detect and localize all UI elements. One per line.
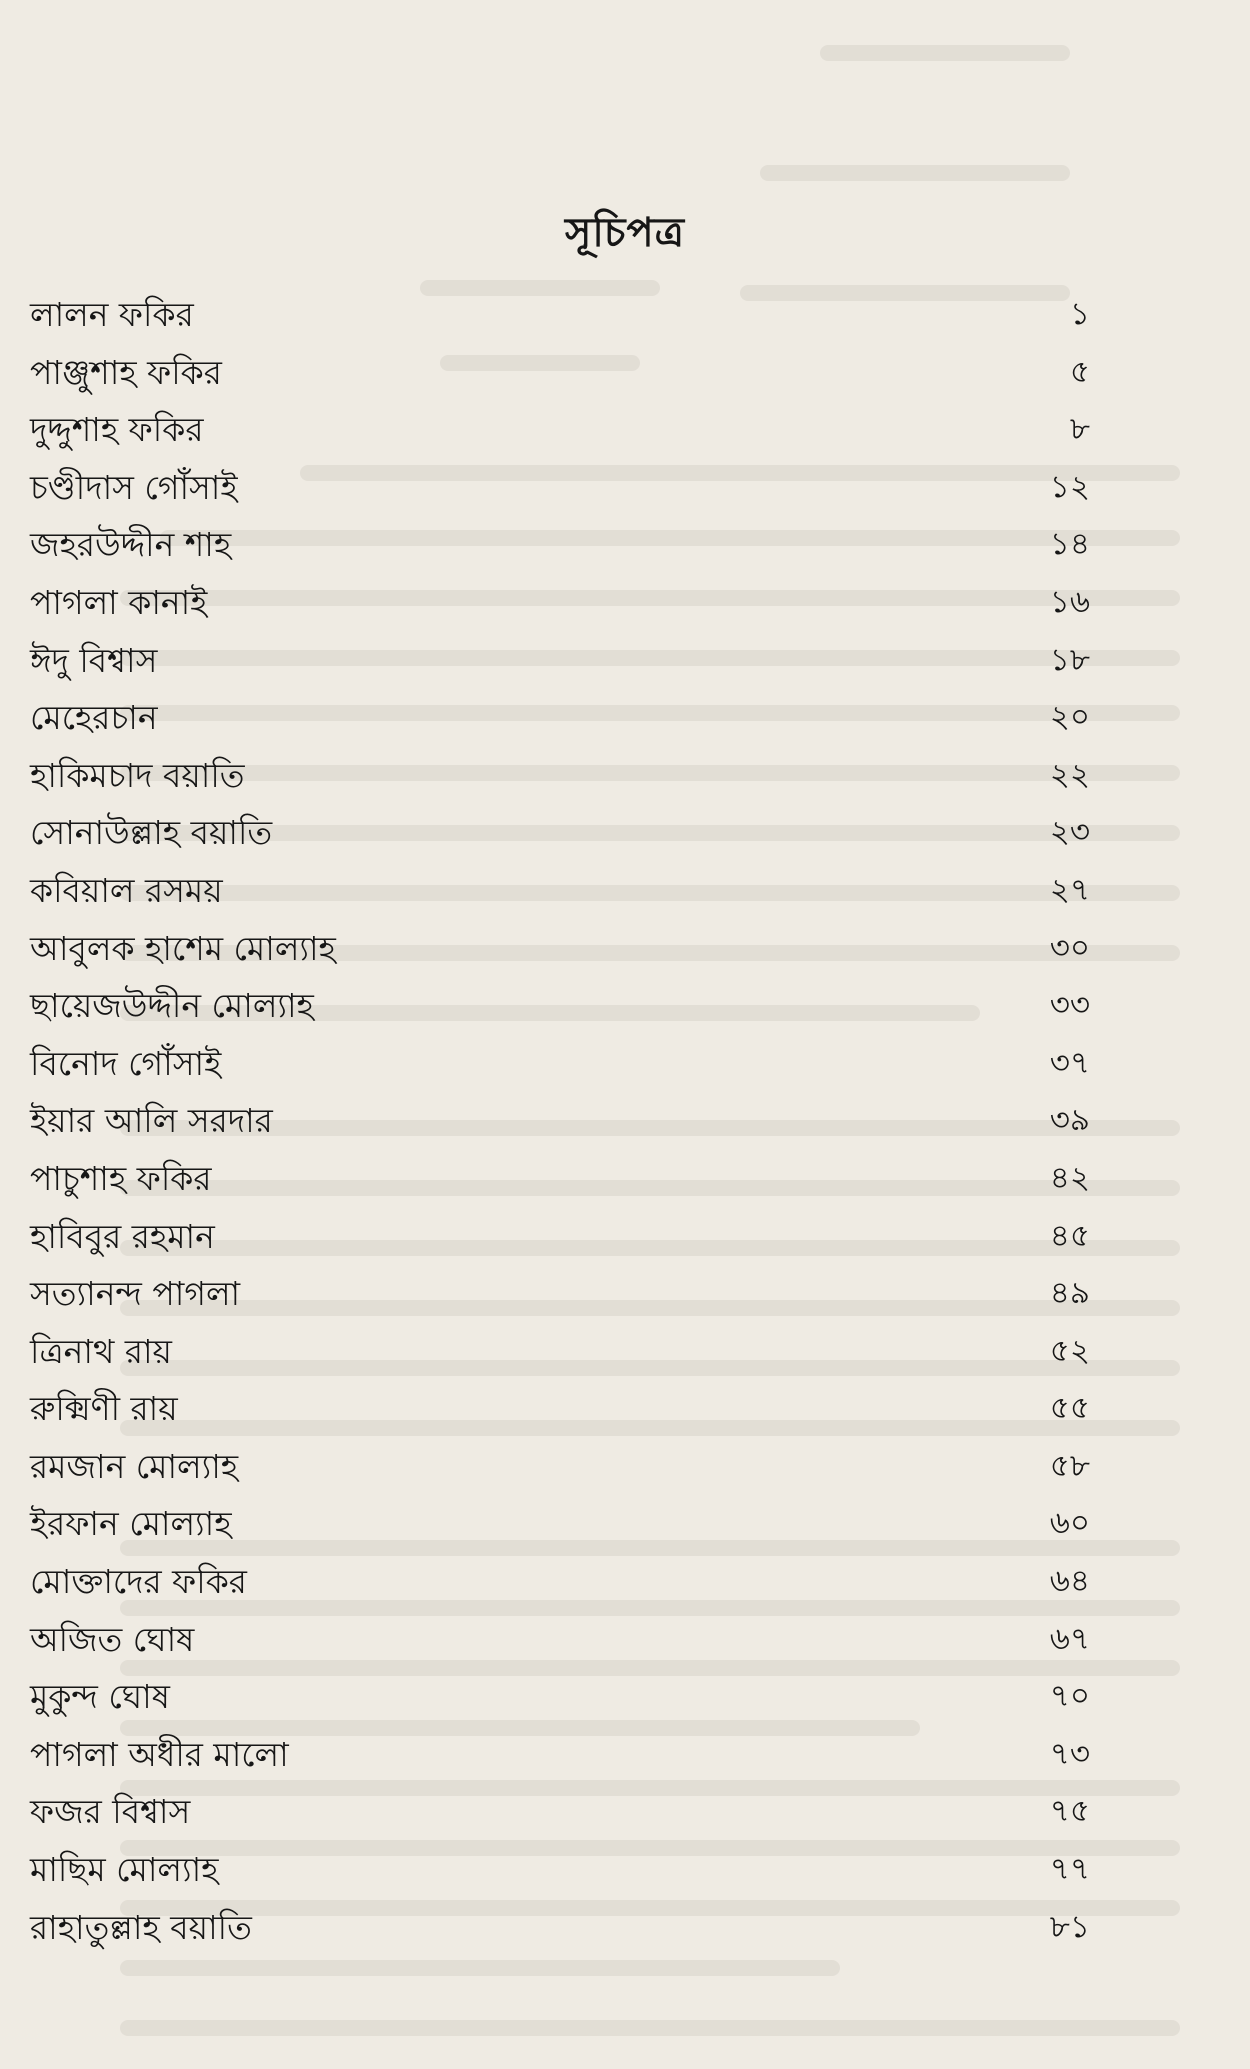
toc-entry (30, 862, 1090, 920)
toc-entry (30, 401, 1090, 459)
toc-entry-page-number: ৩৩ (1049, 987, 1090, 1024)
toc-entry-page-number: ৬০ (1049, 1505, 1090, 1542)
toc-entry (30, 1208, 1090, 1266)
toc-entry (30, 1150, 1090, 1208)
toc-entry-page-number: ৪২ (1049, 1159, 1090, 1196)
toc-entry (30, 1495, 1090, 1553)
toc-entry (30, 804, 1090, 862)
toc-entry (30, 920, 1090, 978)
toc-entry (30, 1265, 1090, 1323)
toc-entry-page-number: ৮ (1069, 411, 1090, 448)
toc-entry-name: চণ্ডীদাস গোঁসাই (30, 467, 238, 507)
toc-entry-name: পাচুশাহ ফকির (30, 1158, 212, 1198)
toc-entry-name: পাগলা কানাই (30, 582, 208, 622)
toc-entry (30, 1726, 1090, 1784)
toc-entry-page-number: ৩৯ (1049, 1102, 1090, 1139)
toc-entry-name: ইরফান মোল্যাহ (30, 1504, 232, 1544)
toc-entry-page-number: ২৭ (1049, 871, 1090, 908)
toc-entry (30, 1380, 1090, 1438)
toc-entry-name: ফজর বিশ্বাস (30, 1792, 191, 1832)
table-of-contents (30, 286, 1090, 1956)
toc-entry (30, 574, 1090, 632)
toc-entry-name: বিনোদ গোঁসাই (30, 1043, 222, 1083)
toc-entry-page-number: ১২ (1049, 468, 1090, 505)
toc-entry-page-number: ৬৪ (1049, 1563, 1090, 1600)
toc-entry-name: রাহাতুল্লাহ বয়াতি (30, 1907, 252, 1947)
toc-entry (30, 1438, 1090, 1496)
toc-entry-page-number: ৩৭ (1049, 1044, 1090, 1081)
toc-entry-page-number: ১৪ (1049, 526, 1090, 563)
toc-entry (30, 632, 1090, 690)
toc-entry-page-number: ৪৫ (1049, 1217, 1090, 1254)
toc-entry-page-number: ৭৭ (1049, 1851, 1090, 1888)
toc-entry (30, 1323, 1090, 1381)
toc-entry-name: সোনাউল্লাহ বয়াতি (30, 813, 273, 853)
page-title: সূচিপত্র (565, 208, 685, 256)
toc-entry-page-number: ৫২ (1049, 1332, 1090, 1369)
toc-entry-name: ছায়েজউদ্দীন মোল্যাহ (30, 986, 314, 1026)
toc-entry-name: ইয়ার আলি সরদার (30, 1101, 273, 1141)
toc-entry-name: মেহেরচান (30, 698, 158, 738)
toc-entry-name: হাবিবুর রহমান (30, 1216, 215, 1256)
toc-entry (30, 1899, 1090, 1957)
toc-entry (30, 689, 1090, 747)
toc-entry-name: অজিত ঘোষ (30, 1619, 195, 1659)
toc-entry-page-number: ৭৫ (1049, 1793, 1090, 1830)
toc-entry (30, 344, 1090, 402)
toc-entry (30, 1668, 1090, 1726)
toc-entry (30, 977, 1090, 1035)
toc-entry (30, 1783, 1090, 1841)
toc-entry-name: হাকিমচাদ বয়াতি (30, 755, 245, 795)
toc-entry-page-number: ৮১ (1049, 1908, 1090, 1945)
toc-entry-name: ত্রিনাথ রায় (30, 1331, 172, 1371)
toc-entry (30, 1092, 1090, 1150)
toc-entry (30, 1611, 1090, 1669)
toc-entry-page-number: ৩০ (1049, 929, 1090, 966)
toc-entry-name: সত্যানন্দ পাগলা (30, 1274, 241, 1314)
toc-entry-page-number: ২৩ (1049, 814, 1090, 851)
toc-entry-page-number: ৪৯ (1049, 1275, 1090, 1312)
toc-entry-page-number: ২০ (1049, 699, 1090, 736)
toc-entry-page-number: ৭৩ (1049, 1735, 1090, 1772)
toc-entry (30, 286, 1090, 344)
toc-entry (30, 1553, 1090, 1611)
toc-entry (30, 747, 1090, 805)
toc-entry-name: রুক্মিণী রায় (30, 1389, 178, 1429)
toc-entry-name: রমজান মোল্যাহ (30, 1446, 239, 1486)
toc-entry-name: মুকুন্দ ঘোষ (30, 1677, 170, 1717)
toc-entry (30, 1035, 1090, 1093)
toc-entry-name: লালন ফকির (30, 295, 194, 334)
toc-entry-page-number: ৭০ (1049, 1678, 1090, 1715)
toc-entry-page-number: ৫ (1069, 353, 1090, 390)
toc-entry-page-number: ২২ (1049, 756, 1090, 793)
toc-entry-page-number: ১৬ (1049, 583, 1090, 620)
toc-entry-page-number: ৫৫ (1049, 1390, 1090, 1427)
toc-entry-page-number: ১৮ (1049, 641, 1090, 678)
toc-entry-name: পাঞ্জুশাহ ফকির (30, 352, 222, 392)
toc-entry (30, 1841, 1090, 1899)
toc-entry-page-number: ৬৭ (1049, 1620, 1090, 1657)
toc-entry-name: কবিয়াল রসময় (30, 870, 223, 910)
toc-entry-name: ঈদু বিশ্বাস (30, 640, 158, 680)
toc-entry-name: পাগলা অধীর মালো (30, 1734, 289, 1774)
toc-entry-page-number: ৫৮ (1049, 1447, 1090, 1484)
toc-entry (30, 459, 1090, 517)
toc-entry (30, 516, 1090, 574)
toc-entry-name: আবুলক হাশেম মোল্যাহ (30, 928, 336, 968)
toc-entry-name: জহরউদ্দীন শাহ (30, 525, 232, 565)
toc-entry-page-number: ১ (1069, 296, 1090, 332)
toc-entry-name: দুদ্দুশাহ ফকির (30, 410, 204, 450)
toc-entry-name: মাছিম মোল্যাহ (30, 1850, 219, 1890)
toc-entry-name: মোক্তাদের ফকির (30, 1562, 247, 1602)
